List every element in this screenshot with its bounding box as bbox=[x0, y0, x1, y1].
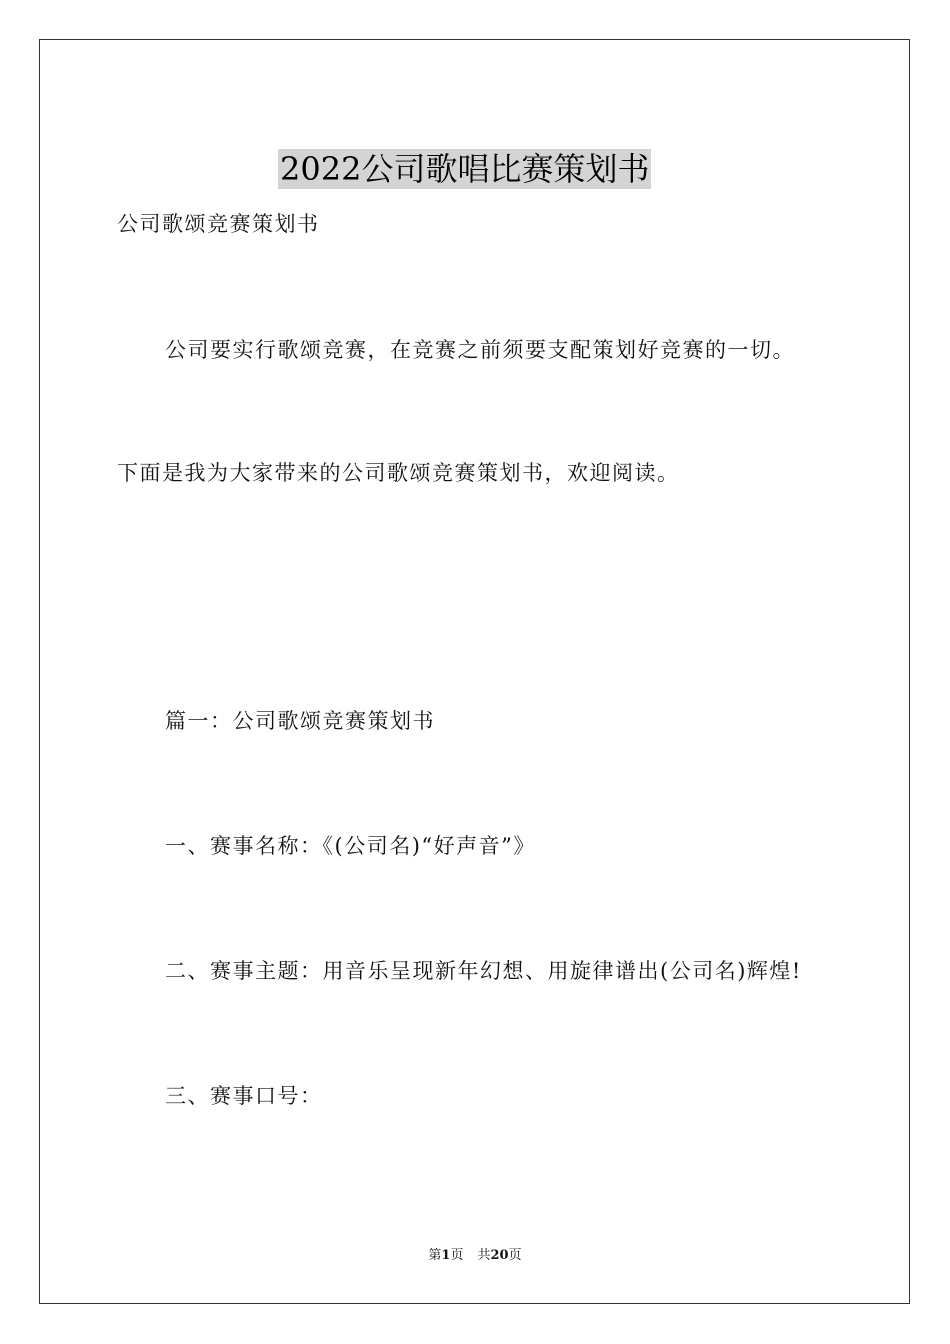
footer-page-prefix: 第 bbox=[428, 1248, 442, 1263]
item-event-slogan: 三、赛事口号： bbox=[165, 1084, 323, 1108]
footer-page-suffix: 页 bbox=[450, 1248, 464, 1263]
document-title: 2022公司歌唱比赛策划书 bbox=[280, 150, 650, 189]
paragraph-subtitle: 公司歌颂竞赛策划书 bbox=[117, 212, 320, 236]
footer-total-prefix: 共 bbox=[477, 1248, 491, 1263]
paragraph-intro: 公司要实行歌颂竞赛，在竞赛之前须要支配策划好竞赛的一切。 bbox=[165, 338, 795, 362]
footer-total-pages: 20 bbox=[490, 1248, 509, 1263]
footer-total-suffix: 页 bbox=[508, 1248, 522, 1263]
footer-current-page: 1 bbox=[441, 1248, 451, 1263]
section-heading: 篇一：公司歌颂竞赛策划书 bbox=[165, 709, 435, 733]
item-event-theme: 二、赛事主题：用音乐呈现新年幻想、用旋律谱出(公司名)辉煌! bbox=[165, 959, 802, 983]
page-footer bbox=[0, 1247, 950, 1265]
paragraph-intro-continued: 下面是我为大家带来的公司歌颂竞赛策划书，欢迎阅读。 bbox=[117, 461, 680, 485]
item-event-name: 一、赛事名称：《(公司名)“好声音”》 bbox=[165, 834, 536, 858]
